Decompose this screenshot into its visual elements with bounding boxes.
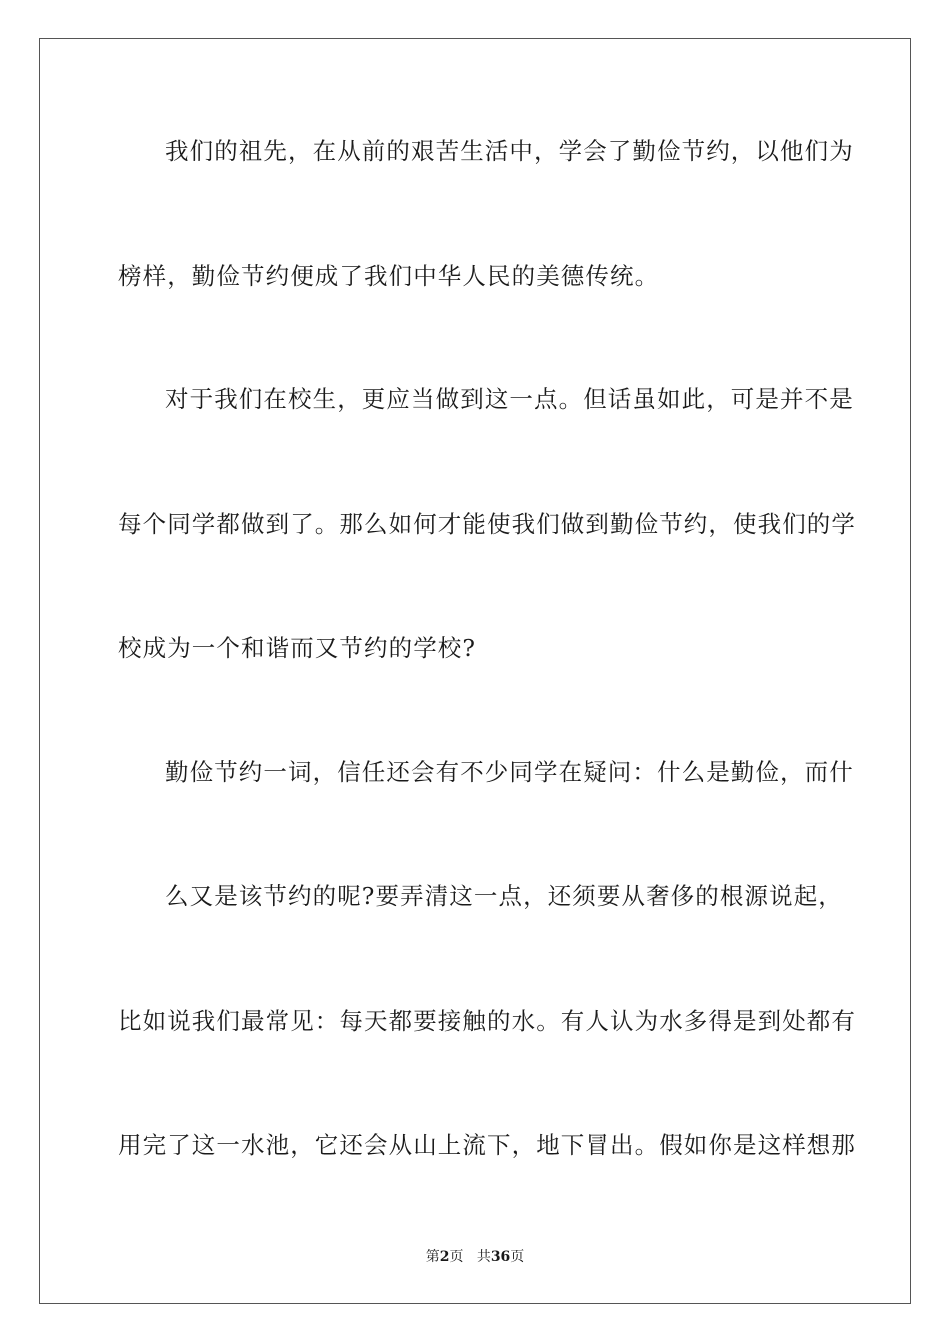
body-text-line: 勤俭节约一词，信任还会有不少同学在疑问：什么是勤俭，而什: [165, 758, 854, 786]
footer-prefix: 第: [425, 1249, 440, 1265]
body-text-line: 用完了这一水池，它还会从山上流下，地下冒出。假如你是这样想那: [118, 1131, 856, 1159]
body-text-line: 校成为一个和谐而又节约的学校?: [118, 634, 477, 662]
page-frame: [39, 38, 911, 1304]
current-page-number: 2: [439, 1249, 450, 1265]
body-text-line: 榜样，勤俭节约便成了我们中华人民的美德传统。: [118, 262, 660, 290]
body-text-line: 比如说我们最常见：每天都要接触的水。有人认为水多得是到处都有: [118, 1007, 856, 1035]
footer-page-suffix: 页: [449, 1249, 464, 1265]
body-text-line: 每个同学都做到了。那么如何才能使我们做到勤俭节约，使我们的学: [118, 510, 856, 538]
body-text-line: 对于我们在校生，更应当做到这一点。但话虽如此，可是并不是: [165, 385, 854, 413]
body-text-line: 么又是该节约的呢?要弄清这一点，还须要从奢侈的根源说起，: [165, 882, 843, 910]
footer-total-suffix: 页: [510, 1249, 525, 1265]
footer-total-prefix: 共: [476, 1249, 491, 1265]
total-page-count: 36: [490, 1249, 511, 1265]
body-text-line: 我们的祖先，在从前的艰苦生活中，学会了勤俭节约，以他们为: [165, 137, 854, 165]
page-footer: [0, 1247, 950, 1267]
